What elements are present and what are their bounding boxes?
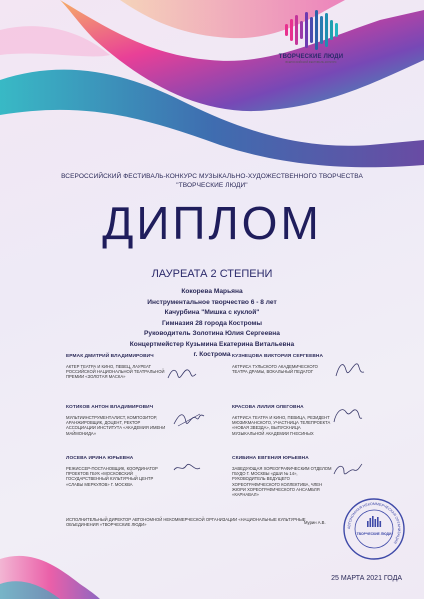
organization-seal (342, 497, 406, 561)
piece: Качурбина "Мишка с куклой" (164, 309, 260, 316)
signature-5 (172, 458, 202, 478)
diploma-title: ДИПЛОМ (102, 197, 322, 249)
director-title: ИСПОЛНИТЕЛЬНЫЙ ДИРЕКТОР АВТОНОМНОЙ НЕКОММЕРЧЕСКОЙ ОРГАНИЗАЦИИ «НАЦИОНАЛЬНЫЕ КУЛЬТУРНЫЕ ОБЪЕДИНЕНИЯ «ТВОРЧЕСКИЕ ЛЮДИ» (66, 517, 306, 528)
teacher: Руководитель Золотина Юлия Сергеевна (144, 330, 280, 337)
jury-name: ЛОСЕВА ИРИНА ЮРЬЕВНА (66, 456, 134, 461)
logo-name: ТВОРЧЕСКИЕ ЛЮДИ (278, 54, 344, 60)
award-details (60, 287, 364, 361)
signature-2 (332, 360, 366, 380)
jury-description: ЗАВЕДУЮЩАЯ ХОРЕОГРАФИЧЕСКИМ ОТДЕЛОМ ГБУДО Г. МОСКВЫ «ДШИ № 14», РУКОВОДИТЕЛЬ ВЕДУЩЕГО ХОРЕОГРАФИЧЕСКОГО КОЛЛЕКТИВА, ЧЛЕН ЖЮРИ ХОРЕОГРАФИЧЕСКОГО АНСАМБЛЯ «КАРНАВАЛ» (232, 466, 332, 498)
festival-line-2: "ТВОРЧЕСКИЕ ЛЮДИ" (176, 182, 248, 189)
laureate-degree: ЛАУРЕАТА 2 СТЕПЕНИ (151, 268, 273, 280)
nomination: Инструментальное творчество 6 - 8 лет (147, 298, 277, 306)
festival-title (40, 172, 384, 190)
jury-description: АКТЕР ТЕАТРА И КИНО, ПЕВЕЦ, ЛАУРЕАТ РОССИЙСКОЙ НАЦИОНАЛЬНОЙ ТЕАТРАЛЬНОЙ ПРЕМИИ «ЗОЛОТАЯ МАСКА» (66, 364, 165, 380)
jury-name: КРАСОВА ЛИЛИЯ ОЛЕГОВНА (232, 405, 304, 410)
signature-6 (330, 460, 364, 482)
decorative-ribbon-top (0, 0, 424, 175)
school: Гимназия 28 города Костромы (161, 319, 263, 327)
signature-3 (172, 408, 206, 430)
svg-text:АВТОНОМНАЯ НЕКОММЕРЧЕСКАЯ ОРГА (347, 502, 401, 545)
seal-center-text: ТВОРЧЕСКИЕ ЛЮДИ (356, 532, 392, 536)
city: г. Кострома (193, 351, 231, 358)
jury-name: ЕРМАК ДМИТРИЙ ВЛАДИМИРОВИЧ (66, 354, 154, 359)
director-name: Мурин А.В. (304, 520, 326, 525)
signature-1 (166, 364, 200, 384)
jury-description: АКТРИСА ТУЛЬСКОГО АКАДЕМИЧЕСКОГО ТЕАТРА ДРАМЫ, ВОКАЛЬНЫЙ ПЕДАГОГ (232, 364, 318, 375)
jury-name: СКИБИНА ЕВГЕНИЯ ЮРЬЕВНА (232, 456, 309, 461)
diploma-date: 25 МАРТА 2021 ГОДА (331, 575, 402, 582)
equalizer-logo-icon (278, 8, 344, 52)
seal-equalizer-icon (367, 516, 381, 527)
seal-text: АВТОНОМНАЯ НЕКОММЕРЧЕСКАЯ ОРГАНИЗАЦИЯ (346, 501, 402, 545)
jury-name: КУЗНЕЦОВА ВИКТОРИЯ СЕРГЕЕВНА (232, 354, 324, 359)
jury-name: КОТИКОВ АНТОН ВЛАДИМИРОВИЧ (66, 405, 154, 410)
festival-logo (278, 8, 344, 64)
jury-description: АКТРИСА ТЕАТРА И КИНО, ПЕВИЦА, РЕЗИДЕНТ МЮЗИКМАНСКОГО, УЧАСТНИЦА ТЕЛЕПРОЕКТА «НОВАЯ ЗВЕЗДА», ВЫПУСКНИЦА МУЗЫКАЛЬНОЙ АКАДЕМИИ ГНЕСИНЫХ (232, 415, 331, 436)
logo-subtitle: ВСЕРОССИЙСКИЙ ФЕСТИВАЛЬ-КОНКУРС (285, 61, 337, 64)
jury-description: РЕЖИССЕР-ПОСТАНОВЩИК, КООРДИНАТОР ПРОЕКТОВ ГБУК «МОСКОВСКИЙ ГОСУДАРСТВЕННЫЙ КУЛЬТУРНЫЙ ЦЕНТР «СЛАВЫ МЕРКУЛОВ» Г. МОСКВА (66, 466, 158, 487)
jury-description: МУЛЬТИИНСТРУМЕНТАЛИСТ, КОМПОЗИТОР, АРАНЖИРОВЩИК, ДОЦЕНТ, РЕКТОР АССОЦИАЦИИ ИНСТИТУТА «АКАДЕМИЯ ИМЕНИ МАЙМОНИДА» (66, 415, 166, 436)
festival-line-1: ВСЕРОССИЙСКИЙ ФЕСТИВАЛЬ-КОНКУРС МУЗЫКАЛЬНО-ХУДОЖЕСТВЕННОГО ТВОРЧЕСТВА (61, 173, 363, 180)
signature-4 (330, 404, 364, 426)
participant-name: Кокорева Марьяна (181, 288, 243, 295)
accompanist: Концертмейстер Кузьмина Екатерина Витальевна (129, 340, 295, 348)
